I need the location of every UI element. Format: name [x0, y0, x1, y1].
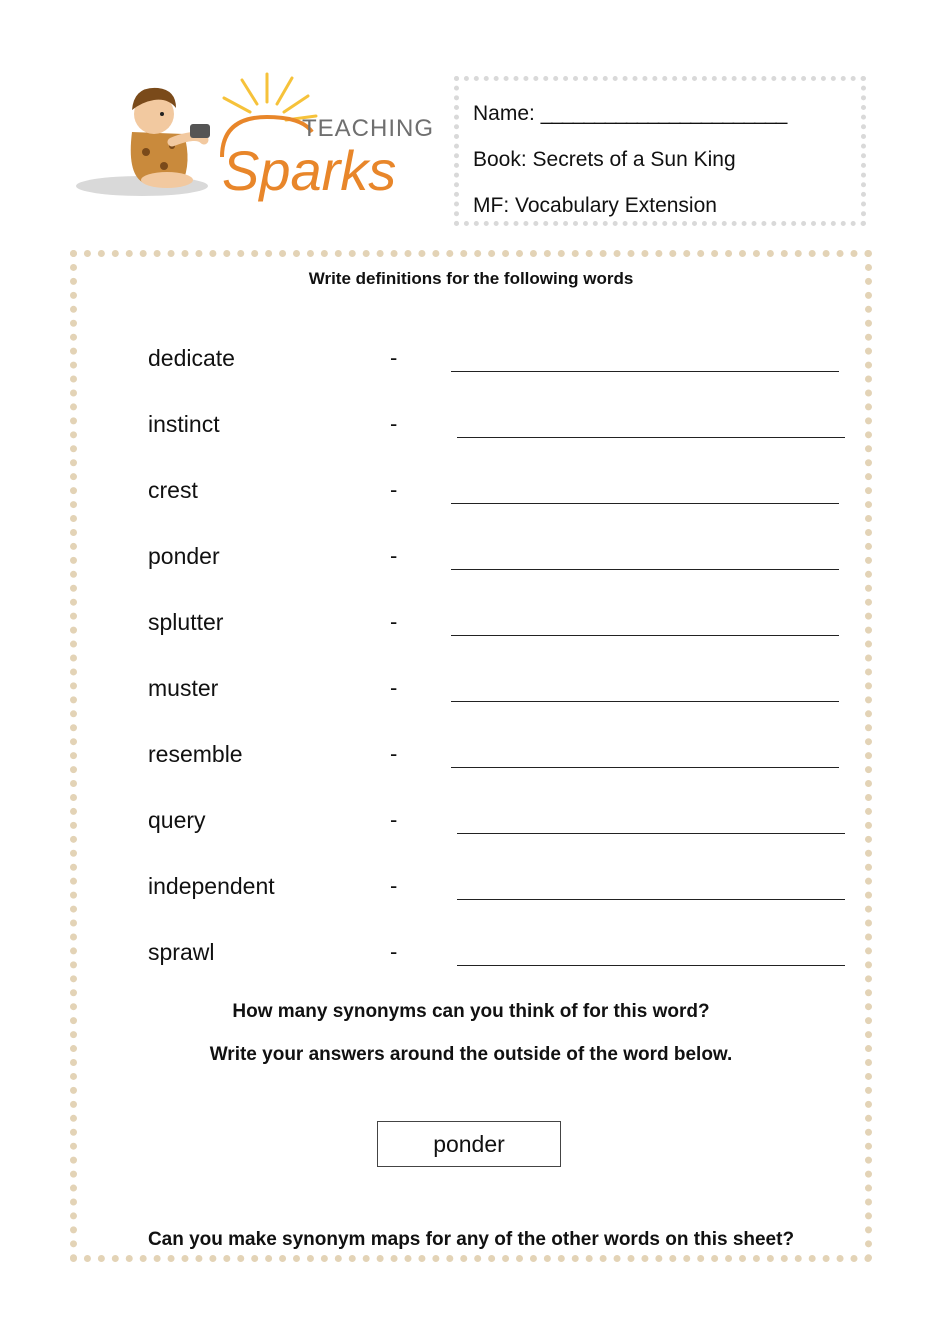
vocab-word: crest: [148, 477, 198, 503]
vocab-word: muster: [148, 675, 219, 701]
synonym-word-box: ponder: [377, 1121, 561, 1167]
answer-line[interactable]: [451, 767, 839, 768]
separator-dash: -: [390, 873, 398, 898]
name-label: Name:: [473, 102, 535, 125]
separator-dash: -: [390, 609, 398, 634]
answer-line[interactable]: [457, 437, 845, 438]
vocab-word: sprawl: [148, 939, 215, 965]
definition-row: [77, 597, 865, 663]
separator-dash: -: [390, 477, 398, 502]
vocab-word: query: [148, 807, 206, 833]
answer-line[interactable]: [451, 701, 839, 702]
definition-row: [77, 927, 865, 993]
separator-dash: -: [390, 807, 398, 832]
synonym-question: How many synonyms can you think of for this word?: [232, 1001, 710, 1022]
answer-line[interactable]: [451, 635, 839, 636]
separator-dash: -: [390, 675, 398, 700]
separator-dash: -: [390, 939, 398, 964]
worksheet-box: [70, 250, 872, 1262]
answer-line[interactable]: [451, 503, 839, 504]
teaching-sparks-logo: [72, 62, 442, 212]
separator-dash: -: [390, 345, 398, 370]
answer-line[interactable]: [451, 371, 839, 372]
worksheet-heading: Write definitions for the following words: [308, 269, 634, 288]
vocab-word: ponder: [148, 543, 220, 569]
caveman-sun-logo-icon: [72, 62, 442, 212]
separator-dash: -: [390, 411, 398, 436]
vocab-word: splutter: [148, 609, 224, 635]
definition-row: [77, 399, 865, 465]
definition-row: [77, 663, 865, 729]
vocab-word: dedicate: [148, 345, 235, 371]
definition-row: [77, 795, 865, 861]
answer-line[interactable]: [457, 965, 845, 966]
vocab-word: resemble: [148, 741, 243, 767]
synonym-instruction: Write your answers around the outside of the word below.: [209, 1044, 733, 1065]
brand-top-text: TEACHING: [302, 115, 435, 142]
definition-row: [77, 861, 865, 927]
book-line: Book: Secrets of a Sun King: [473, 148, 736, 171]
answer-line[interactable]: [451, 569, 839, 570]
definition-row: [77, 465, 865, 531]
info-box: [454, 76, 866, 226]
definition-row: [77, 531, 865, 597]
brand-bottom-text: Sparks: [222, 139, 397, 202]
vocab-word: instinct: [148, 411, 220, 437]
name-field[interactable]: [473, 91, 847, 137]
mf-line: MF: Vocabulary Extension: [473, 194, 717, 217]
name-blank[interactable]: _______________________: [540, 102, 787, 125]
answer-line[interactable]: [457, 833, 845, 834]
separator-dash: -: [390, 741, 398, 766]
definition-list: [77, 333, 865, 993]
separator-dash: -: [390, 543, 398, 568]
definition-row: [77, 729, 865, 795]
definition-row: [77, 333, 865, 399]
vocab-word: independent: [148, 873, 275, 899]
answer-line[interactable]: [457, 899, 845, 900]
closing-question: Can you make synonym maps for any of the other words on this sheet?: [147, 1229, 795, 1250]
